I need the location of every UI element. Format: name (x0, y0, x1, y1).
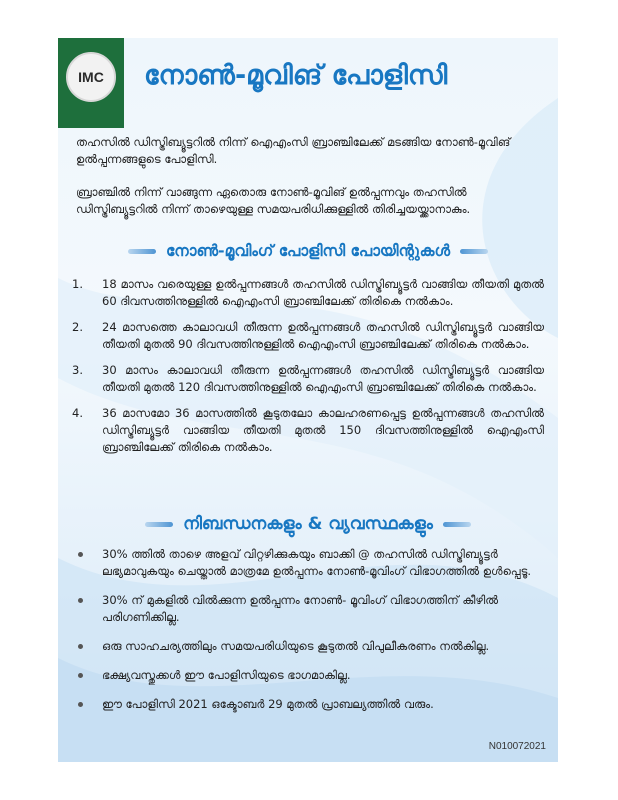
policy-poster (58, 38, 558, 762)
terms-item-text: 30% ന് മുകളിൽ വിൽക്കുന്ന ഉൽപ്പന്നം നോൺ- മൂവിംഗ് വിഭാഗത്തിന് കീഴിൽ പരിഗണിക്കില്ല. (102, 593, 499, 624)
intro-paragraph-1: തഹസിൽ ഡിസ്ട്രിബ്യൂട്ടറിൽ നിന്ന് ഐഎംസി ബ്രാഞ്ചിലേക്ക് മടങ്ങിയ നോൺ-മൂവിങ് ഉൽപ്പന്നങ്ങളുടെ പോളിസി. (76, 135, 511, 166)
intro-paragraph-2: ബ്രാഞ്ചിൽ നിന്ന് വാങ്ങുന്ന ഏതൊരു നോൺ-മൂവിങ് ഉൽപ്പന്നവും തഹസിൽ ഡിസ്ട്രിബ്യൂട്ടറിൽ നിന്ന് താഴെയുള്ള സമയപരിധിക്കുള്ളിൽ തിരിച്ചയയ്ക്കാനാകും. (76, 185, 471, 216)
policy-point-text: 36 മാസമോ 36 മാസത്തിൽ കൂടുതലോ കാലഹരണപ്പെട്ട ഉൽപ്പന്നങ്ങൾ തഹസിൽ ഡിസ്ട്രിബ്യൂട്ടർ വാങ്ങിയ തീയതി മുതൽ 150 ദിവസത്തിനുള്ളിൽ ഐഎംസി ബ്രാഞ്ചിലേക്ക് തിരികെ നൽകാം. (102, 406, 544, 454)
bullet-icon (78, 644, 83, 649)
terms-item (72, 667, 544, 684)
terms-item-text: 30% ത്തിൽ താഴെ അളവ് വിറ്റഴിക്കുകയും ബാക്കി @ തഹസിൽ ഡിസ്ട്രിബ്യൂട്ടർ ലഭ്യമാവുകയും ചെയ്താൽ മാത്രമേ ഉൽപ്പന്നം നോൺ-മൂവിംഗ് വിഭാഗത്തിൽ ഉൾപ്പെടൂ. (102, 547, 532, 578)
terms-item (72, 546, 544, 580)
policy-point-item (72, 405, 544, 456)
heading-right-dash (460, 249, 488, 254)
imc-logo (58, 38, 124, 128)
terms-item-text: ഈ പോളിസി 2021 ഒക്ടോബർ 29 മുതൽ പ്രാബല്യത്തിൽ വരും. (102, 697, 434, 711)
policy-point-number: 2. (72, 320, 83, 334)
imc-logo-badge (66, 52, 116, 102)
bullet-icon (78, 702, 83, 707)
imc-logo-text: IMC (78, 69, 104, 85)
heading-left-dash (145, 522, 173, 527)
policy-point-text: 30 മാസം കാലാവധി തീരുന്ന ഉൽപ്പന്നങ്ങൾ തഹസിൽ ഡിസ്ട്രിബ്യൂട്ടർ വാങ്ങിയ തീയതി മുതൽ 120 ദിവസത്തിനുള്ളിൽ ഐഎംസി ബ്രാഞ്ചിലേക്ക് തിരികെ നൽകാം. (102, 363, 544, 394)
heading-right-dash (443, 522, 471, 527)
terms-item (72, 638, 544, 655)
section-heading-policy-points (76, 242, 540, 261)
document-code: N010072021 (488, 741, 546, 752)
terms-item-text: ഒരു സാഹചര്യത്തിലും സമയപരിധിയുടെ കൂടുതൽ വിപുലീകരണം നൽകില്ല. (102, 639, 490, 653)
section-title-policy-points: നോൺ-മൂവിംഗ് പോളിസി പോയിന്റുകൾ (165, 242, 451, 260)
policy-point-item (72, 319, 544, 353)
policy-point-item (72, 362, 544, 396)
terms-item (72, 592, 544, 626)
section-title-terms: നിബന്ധനകളും & വ്യവസ്ഥകളും (183, 514, 433, 534)
page-title: നോൺ-മൂവിങ് പോളിസി (144, 60, 448, 91)
terms-item (72, 696, 544, 713)
policy-point-number: 3. (72, 363, 83, 377)
policy-points-list (72, 276, 544, 465)
heading-left-dash (128, 249, 156, 254)
terms-item-text: ഭക്ഷ്യവസ്തുക്കൾ ഈ പോളിസിയുടെ ഭാഗമാകില്ല. (102, 668, 351, 682)
policy-point-text: 24 മാസത്തെ കാലാവധി തീരുന്ന ഉൽപ്പന്നങ്ങൾ തഹസിൽ ഡിസ്ട്രിബ്യൂട്ടർ വാങ്ങിയ തീയതി മുതൽ 90 ദിവസത്തിനുള്ളിൽ ഐഎംസി ബ്രാഞ്ചിലേക്ക് തിരികെ നൽകാം. (102, 320, 544, 351)
bullet-icon (78, 673, 83, 678)
policy-point-number: 1. (72, 277, 83, 291)
bullet-icon (78, 552, 83, 557)
policy-point-number: 4. (72, 406, 83, 420)
terms-list (72, 546, 544, 725)
bullet-icon (78, 598, 83, 603)
policy-point-item (72, 276, 544, 310)
policy-point-text: 18 മാസം വരെയുള്ള ഉൽപ്പന്നങ്ങൾ തഹസിൽ ഡിസ്ട്രിബ്യൂട്ടർ വാങ്ങിയ തീയതി മുതൽ 60 ദിവസത്തിനുള്ളിൽ ഐഎംസി ബ്രാഞ്ചിലേക്ക് തിരികെ നൽകാം. (102, 277, 544, 308)
section-heading-terms (76, 514, 540, 534)
